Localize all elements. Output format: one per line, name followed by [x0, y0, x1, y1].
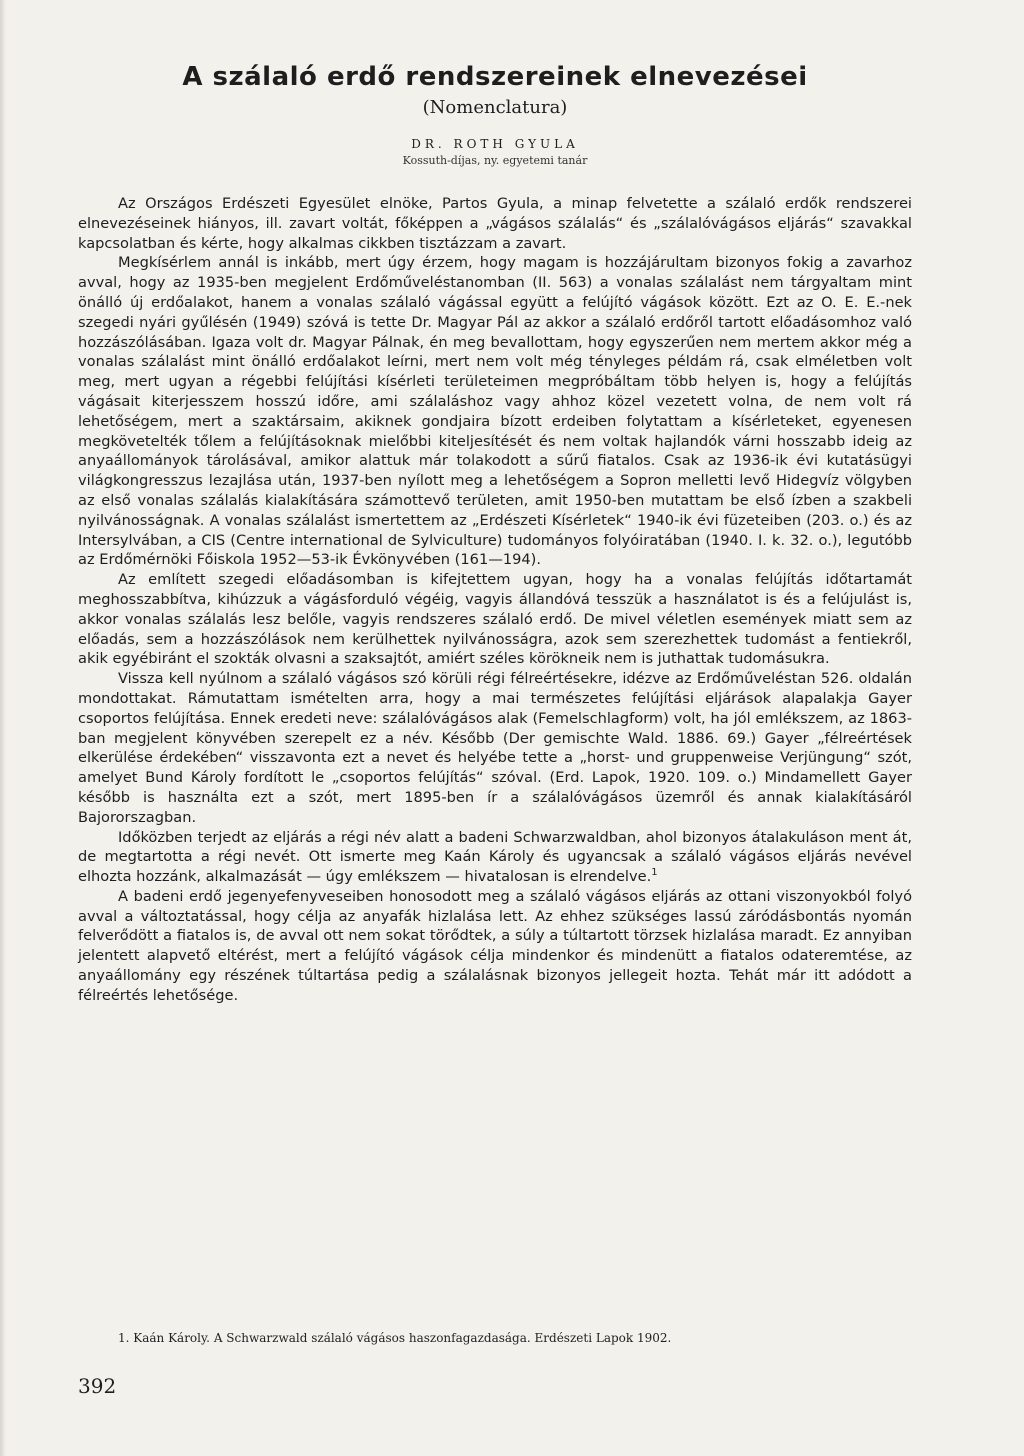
paragraph-3: Az említett szegedi előadásomban is kifejtettem ugyan, hogy ha a vonalas felújítás időtartamát meghosszabbítva, kihúzzuk a vágásforduló végéig, vagyis állandóvá tesszük a használatot is és a felújulást is, akkor vonalas szálalás lesz belőle, vagyis rendszeres szálaló erdő. De mivel véletlen események miatt sem az előadás, sem a hozzászólások nem kerülhettek nyilvánosságra, azok sem szerezhettek tudomást a fentiekről, akik egyébiránt el szokták olvasni a szaksajtót, amiért széles körökneik nem is juthattak tudomásukra.	[78, 571, 912, 668]
article	[78, 60, 912, 1006]
paragraph-5-text: Időközben terjedt az eljárás a régi név alatt a badeni Schwarzwaldban, ahol bizonyos átalakuláson ment át, de megtartotta a régi nevét. Ott ismerte meg Kaán Károly és ugyancsak a szálaló vágásos eljárás nevével elhozta hozzánk, alkalmazását — úgy emlékszem — hivatalosan is elrendelve.	[78, 828, 912, 886]
footnote: 1. Kaán Károly. A Schwarzwald szálaló vágásos haszonfagazdasága. Erdészeti Lapok 1902.	[118, 1331, 672, 1345]
article-body	[78, 194, 912, 1006]
footnote-marker: 1	[651, 867, 658, 879]
page-number: 392	[78, 1374, 117, 1398]
author-name: DR. ROTH GYULA	[411, 137, 579, 151]
author-affiliation: Kossuth-díjas, ny. egyetemi tanár	[402, 154, 588, 167]
paragraph-2: Megkísérlem annál is inkább, mert úgy érzem, hogy magam is hozzájárultam bizonyos fokig a zavarhoz avval, hogy az 1935-ben megjelent Erdőműveléstanomban (II. 563) a vonalas szálalást nem tárgyaltam mint önálló új erdőalakot, hanem a vonalas szálaló vágással együtt a felújító vágások között. Ezt az O. E. E.-nek szegedi nyári gyűlésén (1949) szóvá is tette Dr. Magyar Pál az akkor a szálaló erdőről tartott előadásomhoz való hozzászólásában. Igaza volt dr. Magyar Pálnak, én meg bevallottam, hogy egyszerűen nem mertem akkor még a vonalas szálalást mint önálló erdőalakot leírni, mert nem volt még tényleges példám rá, csak elméletben volt meg, mert ugyan a régebbi felújítási kísérleti területeimen megpróbáltam több helyen is, hogy a felújítás vágásait kiterjesszem hosszú időre, ami szálaláshoz vagy ahhoz közel vezetett volna, de nem volt rá lehetőségem, mert a szaktársaim, akiknek gondjaira bízott erdeiben folytattam a kísérleteket, egyenesen megkövetelték tőlem a felújításoknak mielőbbi kiteljesítését és nem voltak hajlandók várni hosszabb ideig az anyaállományok tárolásával, amikor alattuk már tolakodott a sűrű fiatalos. Csak az 1936-ik évi kutatásügyi világkongresszus lezajlása után, 1937-ben nyílott meg a lehetőségem a Sopron melletti levő Hidegvíz völgyben az első vonalas szálalás kialakítására számottevő területen, amit 1950-ben mutattam be első ízben a szakbeli nyilvánosságnak. A vonalas szálalást ismertettem az „Erdészeti Kísérletek“ 1940-ik évi füzeteiben (203. o.) és az Intersylvában, a CIS (Centre international de Sylviculture) tudományos folyóiratában (1940. I. k. 32. o.), legutóbb az Erdőmérnöki Főiskola 1952—53-ik Évkönyvében (161—194).	[78, 254, 912, 569]
article-title: A szálaló erdő rendszereinek elnevezései	[182, 62, 808, 92]
paragraph-5	[78, 828, 912, 887]
paragraph-4: Vissza kell nyúlnom a szálaló vágásos szó körüli régi félreértésekre, idézve az Erdőműveléstan 526. oldalán mondottakat. Rámutattam ismételten arra, hogy a mai természetes felújítási eljárások alapalakja Gayer csoportos felújítása. Ennek eredeti neve: szálalóvágásos alak (Femelschlagform) volt, ha jól emlékszem, az 1863-ban megjelent könyvében szerepelt ez a név. Később (Der gemischte Wald. 1886. 69.) Gayer „félreértések elkerülése érdekében“ visszavonta ezt a nevet és helyébe tette a „horst- und gruppenweise Verjüngung“ szót, amelyet Bund Károly fordított le „csoportos felújítás“ szóval. (Erd. Lapok, 1920. 109. o.) Mindamellett Gayer később is használta ezt a szót, mert 1895-ben ír a szálalóvágásos üzemről és annak kialakításáról Bajororszagban.	[78, 670, 912, 826]
paragraph-1: Az Országos Erdészeti Egyesület elnöke, Partos Gyula, a minap felvetette a szálaló erdők rendszerei elnevezéseinek hiányos, ill. zavart voltát, főképpen a „vágásos szálalás“ és „szálalóvágásos eljárás“ szavakkal kapcsolatban és kérte, hogy alkalmas cikkben tisztázzam a zavart.	[78, 195, 912, 252]
scan-edge	[0, 0, 6, 1456]
article-subtitle: (Nomenclatura)	[422, 97, 568, 118]
paragraph-6: A badeni erdő jegenyefenyveseiben honosodott meg a szálaló vágásos eljárás az ottani viszonyokból folyó avval a változtatással, hogy célja az anyafák hizlalása lett. Az ehhez szükséges lassú záródásbontás nyomán felverődött a fiatalos is, de avval ott nem sokat törődtek, a súly a túltartott törzsek hizlalása maradt. Ez annyiban jelentett alapvető eltérést, mert a felújító vágások célja mindenkor és mindenütt a fiatalos odateremtése, az anyaállomány egy részének túltartása pedig a szálalásnak bizonyos jellegeit hozta. Tehát már itt adódott a félreértés lehetősége.	[78, 887, 912, 1004]
